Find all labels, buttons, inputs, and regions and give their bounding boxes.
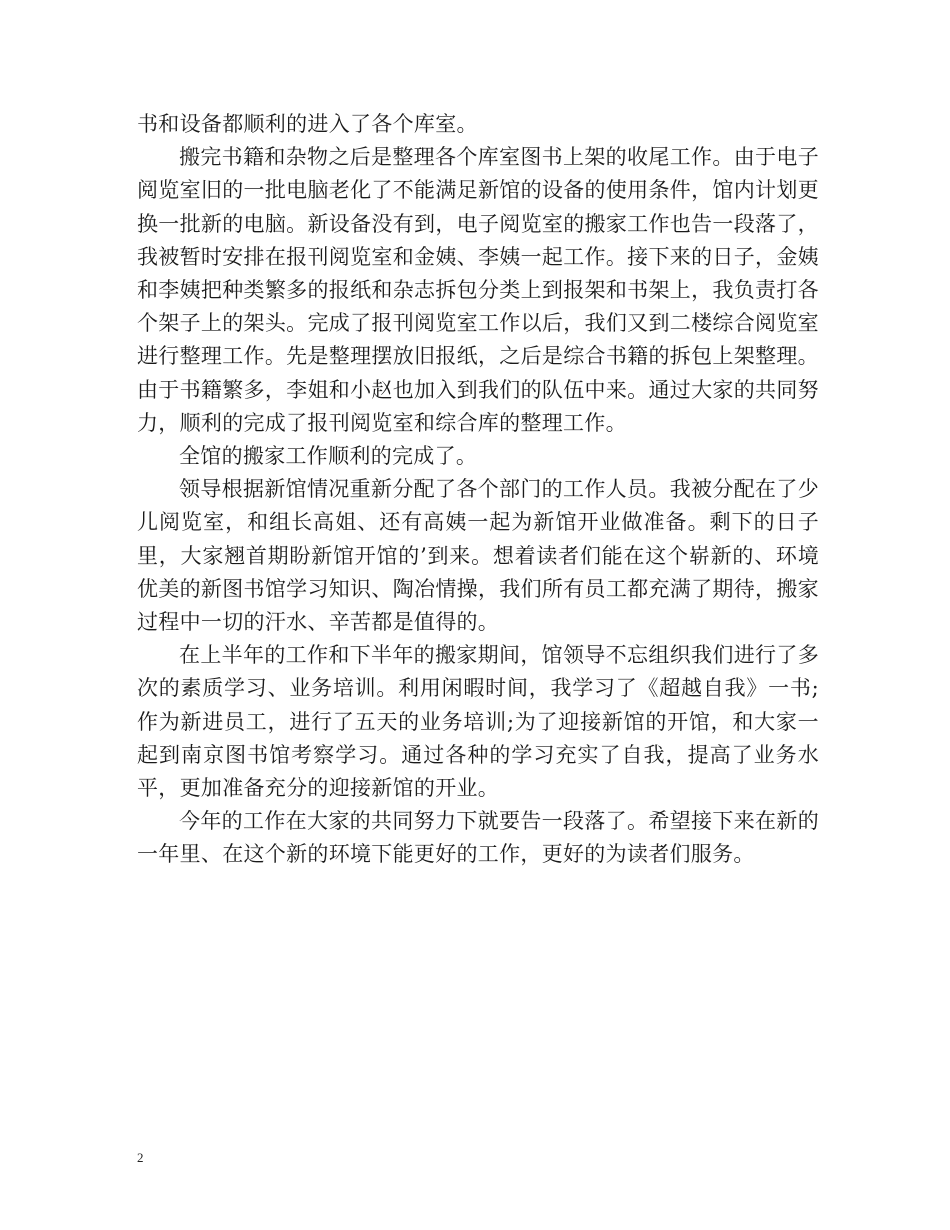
paragraph-3: 全馆的搬家工作顺利的完成了。	[179, 444, 478, 469]
document-body	[137, 108, 819, 872]
paragraph-4: 领导根据新馆情况重新分配了各个部门的工作人员。我被分配在了少儿阅览室，和组长高姐、还有高姨一起为新馆开业做准备。剩下的日子里，大家翘首期盼新馆开馆的’到来。想着读者们能在这个崭新的、环境优美的新图书馆学习知识、陶冶情操，我们所有员工都充满了期待，搬家过程中一切的汗水、辛苦都是值得的。	[137, 477, 819, 635]
paragraph-2: 搬完书籍和杂物之后是整理各个库室图书上架的收尾工作。由于电子阅览室旧的一批电脑老化了不能满足新馆的设备的使用条件，馆内计划更换一批新的电脑。新设备没有到，电子阅览室的搬家工作也告一段落了，我被暂时安排在报刊阅览室和金姨、李姨一起工作。接下来的日子，金姨和李姨把种类繁多的报纸和杂志拆包分类上到报架和书架上，我负责打各个架子上的架头。完成了报刊阅览室工作以后，我们又到二楼综合阅览室进行整理工作。先是整理摆放旧报纸，之后是综合书籍的拆包上架整理。由于书籍繁多，李姐和小赵也加入到我们的队伍中来。通过大家的共同努力，顺利的完成了报刊阅览室和综合库的整理工作。	[137, 145, 819, 435]
paragraph-1: 书和设备都顺利的进入了各个库室。	[137, 112, 478, 136]
paragraph-6: 今年的工作在大家的共同努力下就要告一段落了。希望接下来在新的一年里、在这个新的环境下能更好的工作，更好的为读者们服务。	[137, 809, 819, 867]
paragraph-5: 在上半年的工作和下半年的搬家期间，馆领导不忘组织我们进行了多次的素质学习、业务培训。利用闲暇时间，我学习了《超越自我》一书;作为新进员工，进行了五天的业务培训;为了迎接新馆的开馆，和大家一起到南京图书馆考察学习。通过各种的学习充实了自我，提高了业务水平，更加准备充分的迎接新馆的开业。	[137, 643, 819, 801]
page-number: 2	[137, 1150, 144, 1165]
